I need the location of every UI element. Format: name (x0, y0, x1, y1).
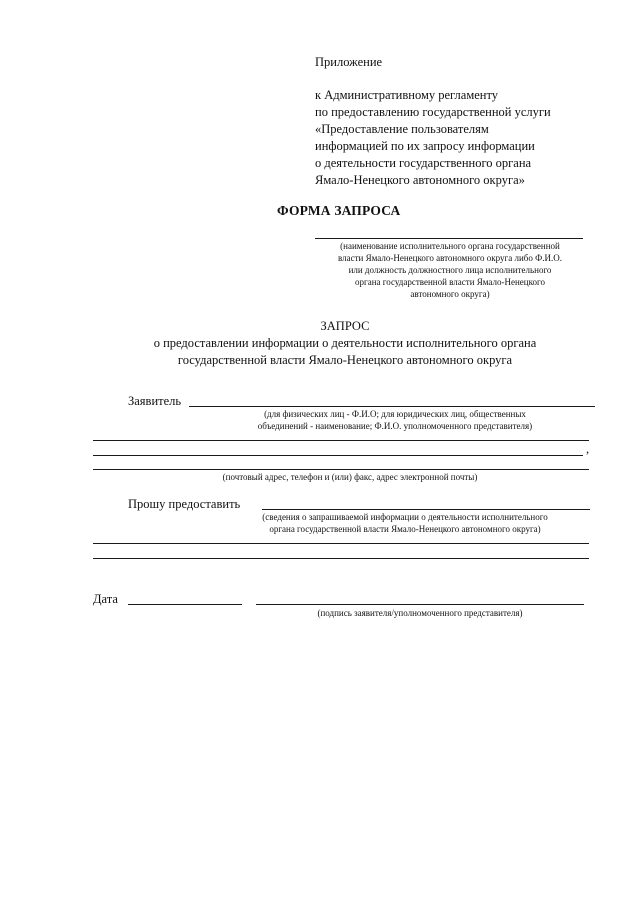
appendix-line: информацией по их запросу информации (315, 139, 535, 153)
appendix-line: о деятельности государственного органа (315, 156, 532, 170)
appendix-line: по предоставлению государственной услуги (315, 105, 551, 119)
request-subtitle (0, 335, 640, 369)
provide-extra-line[interactable] (93, 558, 589, 559)
recipient-hint-line: власти Ямало-Ненецкого автономного округа либо Ф.И.О. (338, 253, 562, 263)
provide-hint (215, 511, 595, 535)
appendix-block (315, 54, 615, 189)
applicant-label: Заявитель (128, 394, 182, 408)
recipient-hint-line: (наименование исполнительного органа государственной (340, 241, 560, 251)
appendix-line: к Административному регламенту (315, 88, 499, 102)
recipient-hint (300, 240, 600, 300)
recipient-line[interactable] (315, 238, 583, 239)
applicant-extra-line[interactable] (93, 455, 583, 456)
appendix-line: «Предоставление пользователям (315, 122, 489, 136)
date-label: Дата (93, 592, 118, 606)
appendix-line: Ямало-Ненецкого автономного округа» (315, 173, 525, 187)
form-title: ФОРМА ЗАПРОСА (277, 203, 401, 218)
comma-mark: , (586, 442, 590, 456)
request-subtitle-line: о предоставлении информации о деятельности исполнительного органа (153, 336, 537, 350)
provide-line[interactable] (262, 509, 590, 510)
applicant-extra-line[interactable] (93, 440, 589, 441)
request-subtitle-line: государственной власти Ямало-Ненецкого автономного округа (177, 353, 513, 367)
provide-extra-line[interactable] (93, 543, 589, 544)
date-line[interactable] (128, 604, 242, 605)
provide-hint-line: органа государственной власти Ямало-Ненецкого автономного округа) (269, 524, 541, 534)
address-line[interactable] (93, 469, 589, 470)
recipient-hint-line: или должность должностного лица исполнительного (348, 265, 552, 275)
request-heading: ЗАПРОС (320, 319, 370, 333)
signature-line[interactable] (256, 604, 584, 605)
applicant-hint-line: объединений - наименование; Ф.И.О. уполномоченного представителя) (257, 421, 533, 431)
applicant-line[interactable] (189, 406, 595, 407)
recipient-hint-line: органа государственной власти Ямало-Ненецкого (355, 277, 545, 287)
applicant-hint (215, 408, 575, 432)
provide-hint-line: (сведения о запрашиваемой информации о деятельности исполнительного (262, 512, 548, 522)
recipient-hint-line: автономного округа) (410, 289, 490, 299)
provide-label: Прошу предоставить (128, 497, 241, 511)
signature-hint: (подпись заявителя/уполномоченного представителя) (317, 608, 523, 618)
applicant-hint-line: (для физических лиц - Ф.И.О; для юридических лиц, общественных (264, 409, 526, 419)
address-hint: (почтовый адрес, телефон и (или) факс, адрес электронной почты) (222, 472, 478, 482)
appendix-label: Приложение (315, 55, 383, 69)
